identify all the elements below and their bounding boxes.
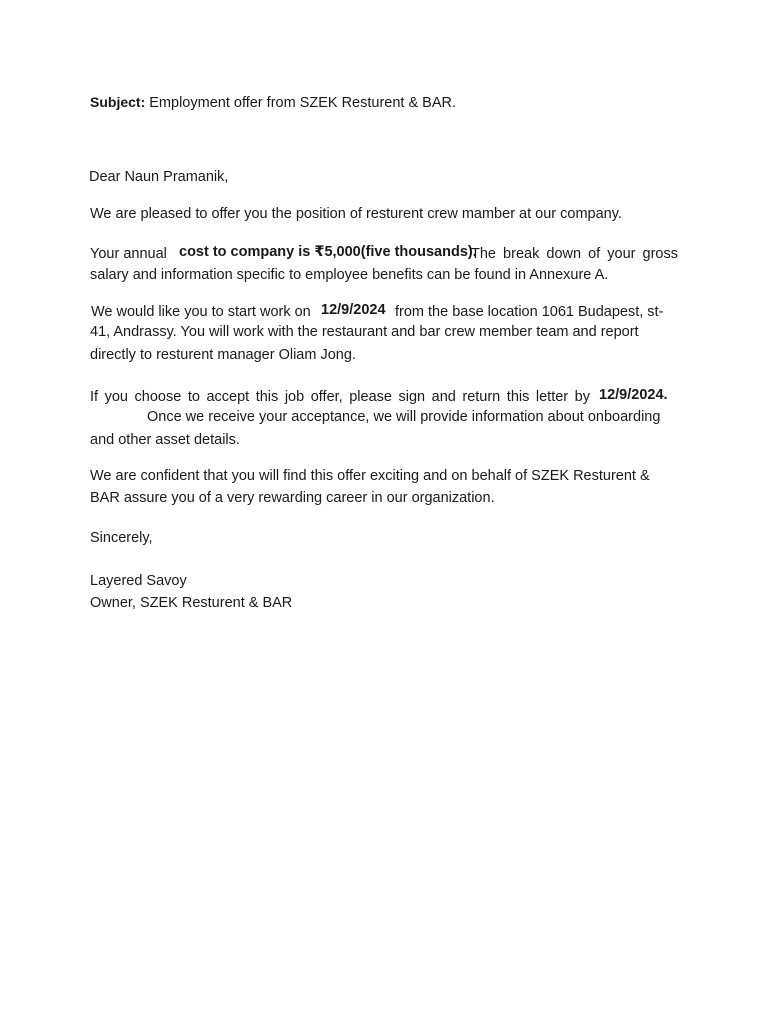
subject-text: Employment offer from SZEK Resturent & BAR. [149, 95, 457, 111]
subject-label: Subject: [90, 94, 146, 110]
accept-line-2: Once we receive your acceptance, we will provide information about onboarding [147, 409, 661, 425]
signer-title: Owner, SZEK Resturent & BAR [90, 595, 293, 611]
salary-intro: Your annual [90, 246, 167, 262]
salutation: Dear Naun Pramanik, [89, 169, 229, 185]
confidence-line-2: BAR assure you of a very rewarding career in our organization. [90, 490, 495, 506]
paragraph-position: We are pleased to offer you the position of resturent crew mamber at our company. [90, 206, 622, 222]
start-line-3: directly to resturent manager Oliam Jong. [90, 347, 356, 363]
confidence-line-1: We are confident that you will find this offer exciting and on behalf of SZEK Resturent & [90, 468, 650, 484]
salary-line-2: salary and information specific to employee benefits can be found in Annexure A. [90, 267, 609, 283]
start-line-2: 41, Andrassy. You will work with the restaurant and bar crew member team and report [90, 324, 639, 340]
accept-deadline: 12/9/2024. [599, 387, 668, 403]
salary-intro-cont: The break down of your gross [471, 246, 678, 262]
closing: Sincerely, [90, 530, 153, 546]
start-date: 12/9/2024 [321, 302, 386, 318]
salary-amount: cost to company is ₹5,000(five thousands). [179, 244, 477, 260]
subject-line [90, 94, 456, 112]
signer-name: Layered Savoy [90, 573, 187, 589]
accept-line-3: and other asset details. [90, 432, 240, 448]
accept-line-1: If you choose to accept this job offer, please sign and return this letter by [90, 389, 590, 405]
start-intro: We would like you to start work on [91, 304, 311, 320]
start-location: from the base location 1061 Budapest, st- [395, 304, 664, 320]
